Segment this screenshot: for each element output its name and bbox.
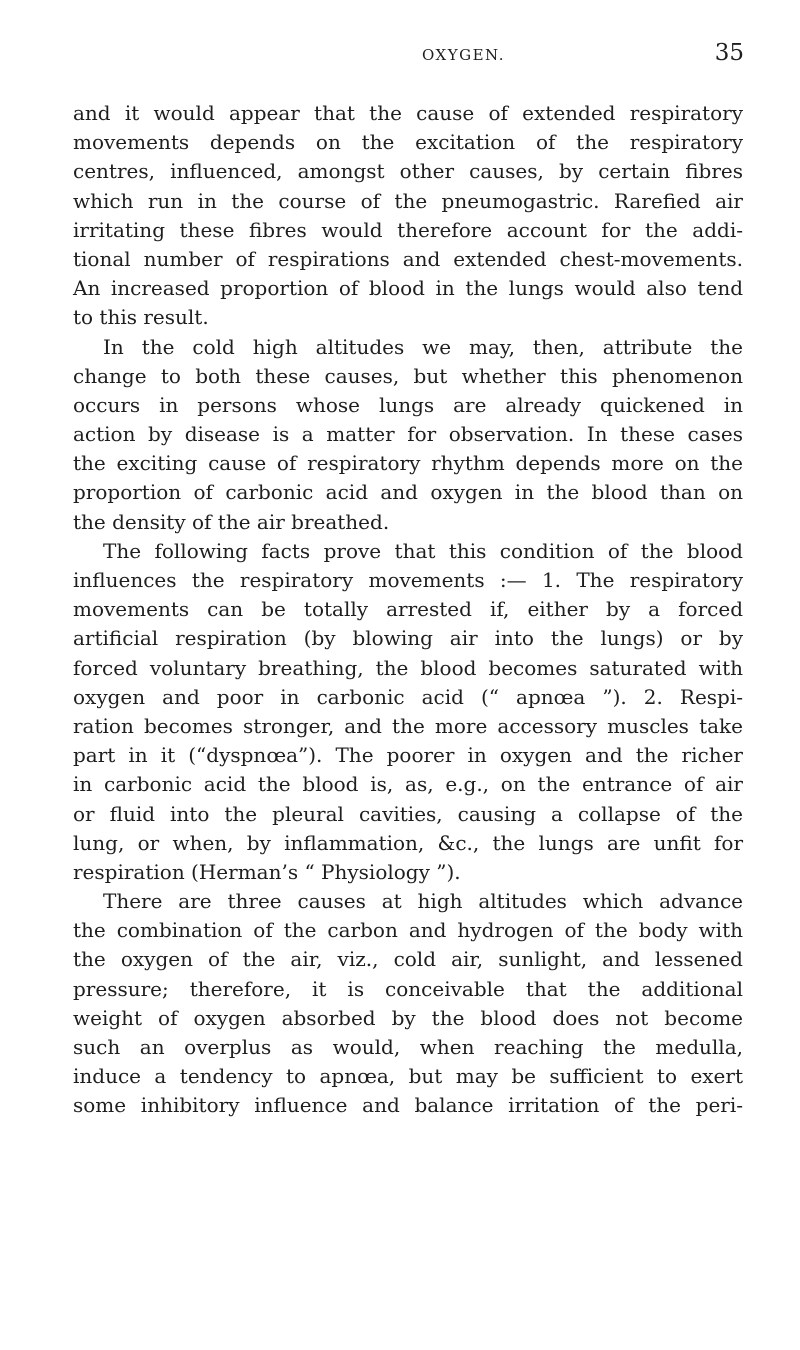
- text-line: the density of the air breathed.: [73, 509, 390, 534]
- text-line: weight of oxygen absorbed by the blood does not become: [73, 1005, 743, 1030]
- text-line: to this result.: [73, 305, 209, 330]
- text-line: In the cold high altitudes we may, then, attribute the: [103, 334, 743, 359]
- text-line: action by disease is a matter for observation. In these cases: [73, 422, 743, 447]
- text-line: which run in the course of the pneumogastric. Rarefied air: [73, 188, 743, 213]
- text-line: proportion of carbonic acid and oxygen in the blood than on: [73, 480, 743, 505]
- text-line: centres, influenced, amongst other causes, by certain fibres: [73, 159, 743, 184]
- text-line: change to both these causes, but whether this phenomenon: [73, 363, 743, 388]
- text-line: pressure; therefore, it is conceivable that the additional: [73, 976, 743, 1001]
- text-line: lung, or when, by inflammation, &c., the lungs are unfit for: [73, 830, 743, 855]
- text-line: the oxygen of the air, viz., cold air, sunlight, and lessened: [73, 947, 743, 972]
- text-line: some inhibitory influence and balance irritation of the peri-: [73, 1093, 743, 1118]
- text-line: forced voluntary breathing, the blood becomes saturated with: [73, 655, 743, 680]
- text-line: and it would appear that the cause of extended respiratory: [73, 101, 743, 125]
- text-line: irritating these fibres would therefore account for the addi-: [73, 217, 743, 242]
- text-line: An increased proportion of blood in the lungs would also tend: [73, 276, 743, 301]
- paragraph: [73, 537, 743, 887]
- text-line: occurs in persons whose lungs are already quickened in: [73, 392, 743, 417]
- paragraph: [73, 333, 743, 537]
- running-head: OXYGEN.: [422, 46, 505, 64]
- text-line: the combination of the carbon and hydrogen of the body with: [73, 918, 743, 943]
- page-number: 35: [714, 40, 744, 66]
- text-line: tional number of respirations and extended chest-movements.: [73, 246, 743, 271]
- body-text: [73, 99, 743, 1121]
- text-line: movements can be totally arrested if, either by a forced: [73, 597, 743, 622]
- paragraph: [73, 887, 743, 1121]
- text-line: or fluid into the pleural cavities, causing a collapse of the: [73, 801, 743, 826]
- text-line: such an overplus as would, when reaching the medulla,: [73, 1035, 743, 1059]
- text-line: artificial respiration (by blowing air into the lungs) or by: [73, 626, 743, 651]
- text-line: movements depends on the excitation of the respiratory: [73, 130, 743, 155]
- text-line: There are three causes at high altitudes which advance: [103, 889, 743, 914]
- text-line: respiration (Herman’s “ Physiology ”).: [73, 859, 461, 884]
- text-line: influences the respiratory movements :— 1. The respiratory: [73, 568, 743, 592]
- text-line: in carbonic acid the blood is, as, e.g., on the entrance of air: [73, 772, 743, 797]
- page-header: [0, 38, 800, 78]
- text-line: The following facts prove that this condition of the blood: [103, 538, 743, 563]
- text-line: oxygen and poor in carbonic acid (“ apnœa ”). 2. Respi-: [73, 684, 743, 709]
- paragraph: [73, 99, 743, 333]
- text-line: the exciting cause of respiratory rhythm depends more on the: [73, 451, 743, 476]
- text-line: ration becomes stronger, and the more accessory muscles take: [73, 713, 743, 738]
- text-line: part in it (“dyspnœa”). The poorer in oxygen and the richer: [73, 743, 743, 768]
- text-line: induce a tendency to apnœa, but may be sufficient to exert: [73, 1064, 743, 1089]
